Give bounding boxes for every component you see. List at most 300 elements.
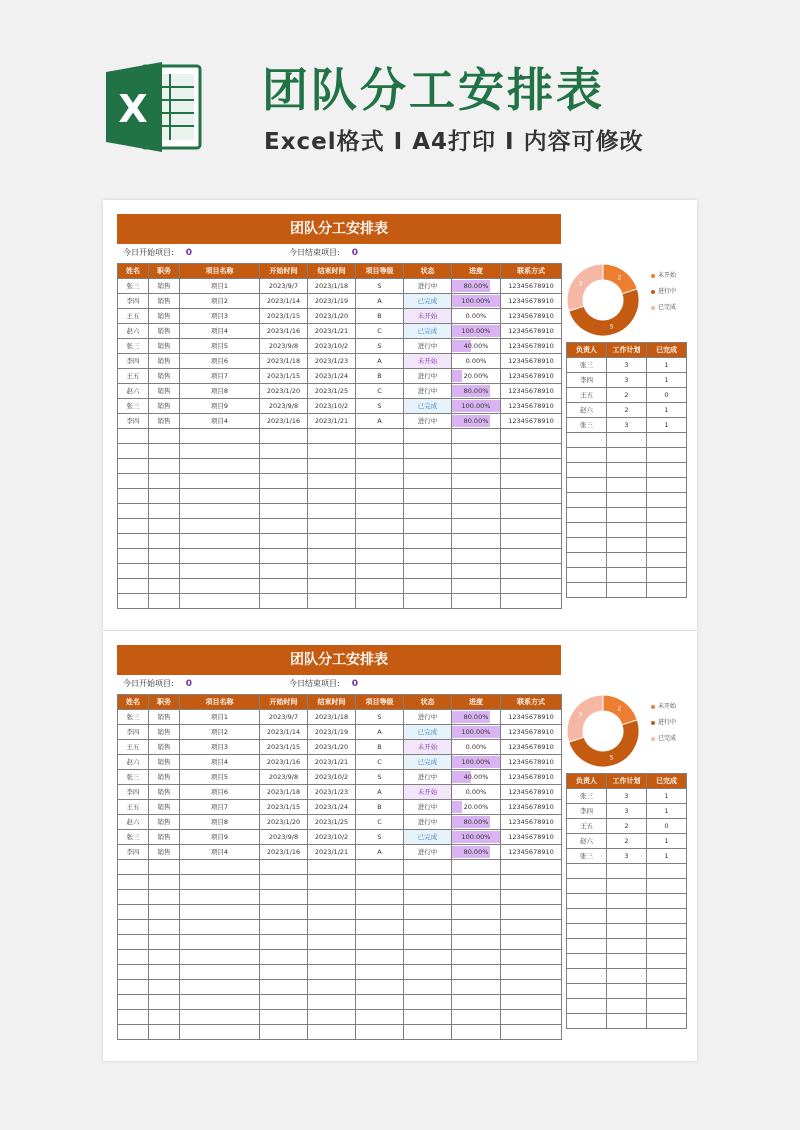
- summary-cell-plan: 3: [607, 849, 647, 864]
- legend-dot-icon: [651, 274, 655, 278]
- cell-name: 赵六: [118, 815, 149, 830]
- empty-cell: [404, 444, 452, 459]
- column-header: 姓名: [118, 264, 149, 279]
- cell-name: 张三: [118, 830, 149, 845]
- empty-cell: [149, 1010, 180, 1025]
- empty-cell: [118, 489, 149, 504]
- summary-cell-done: 1: [647, 849, 687, 864]
- cell-start: 2023/1/20: [260, 815, 308, 830]
- empty-cell: [308, 1010, 356, 1025]
- empty-cell: [607, 999, 647, 1014]
- empty-cell: [118, 549, 149, 564]
- today-end-value: 0: [351, 679, 358, 689]
- cell-name: 李四: [118, 414, 149, 429]
- empty-cell: [118, 444, 149, 459]
- empty-cell: [607, 463, 647, 478]
- empty-cell: [118, 905, 149, 920]
- progress-value: 80.00%: [463, 713, 489, 721]
- empty-cell: [356, 564, 404, 579]
- empty-cell: [308, 980, 356, 995]
- empty-cell: [260, 980, 308, 995]
- table-row: [118, 815, 562, 830]
- empty-cell: [260, 950, 308, 965]
- progress-value: 100.00%: [461, 297, 491, 305]
- cell-role: 销售: [149, 294, 180, 309]
- cell-end: 2023/10/2: [308, 339, 356, 354]
- empty-cell: [308, 935, 356, 950]
- status-cell: 进行中: [404, 710, 452, 725]
- summary-row: [567, 403, 687, 418]
- summary-row: [567, 388, 687, 403]
- empty-cell: [356, 920, 404, 935]
- empty-cell: [567, 523, 607, 538]
- summary-column-header: 负责人: [567, 343, 607, 358]
- cell-phone: 12345678910: [501, 740, 562, 755]
- empty-cell: [607, 493, 647, 508]
- empty-cell: [647, 954, 687, 969]
- empty-cell: [404, 489, 452, 504]
- cell-end: 2023/1/25: [308, 384, 356, 399]
- today-end-label: 今日结束项目: 0: [289, 679, 358, 689]
- empty-cell: [404, 564, 452, 579]
- empty-cell: [149, 980, 180, 995]
- empty-cell: [607, 954, 647, 969]
- cell-phone: 12345678910: [501, 399, 562, 414]
- cell-phone: 12345678910: [501, 815, 562, 830]
- empty-cell: [149, 860, 180, 875]
- progress-value: 100.00%: [461, 833, 491, 841]
- progress-cell: [452, 830, 501, 845]
- cell-end: 2023/1/24: [308, 800, 356, 815]
- summary-cell-done: 1: [647, 789, 687, 804]
- legend-label: 未开始: [658, 272, 677, 279]
- empty-cell: [180, 950, 260, 965]
- empty-cell: [567, 1014, 607, 1029]
- empty-row: [118, 995, 562, 1010]
- task-table: [117, 263, 562, 609]
- empty-cell: [149, 875, 180, 890]
- cell-start: 2023/1/16: [260, 755, 308, 770]
- empty-cell: [149, 579, 180, 594]
- donut-slice: [567, 695, 603, 742]
- empty-row: [118, 549, 562, 564]
- sheet-banner: 团队分工安排表: [117, 645, 561, 675]
- summary-empty-row: [567, 909, 687, 924]
- empty-cell: [501, 579, 562, 594]
- cell-level: A: [356, 845, 404, 860]
- status-cell: 进行中: [404, 770, 452, 785]
- empty-cell: [260, 489, 308, 504]
- empty-cell: [647, 999, 687, 1014]
- logo-letter: X: [118, 87, 148, 131]
- empty-cell: [260, 905, 308, 920]
- cell-name: 张三: [118, 710, 149, 725]
- summary-empty-row: [567, 463, 687, 478]
- column-header: 结束时间: [308, 264, 356, 279]
- summary-empty-row: [567, 448, 687, 463]
- empty-cell: [356, 875, 404, 890]
- empty-cell: [567, 568, 607, 583]
- cell-level: A: [356, 785, 404, 800]
- summary-row: [567, 373, 687, 388]
- empty-cell: [501, 504, 562, 519]
- cell-project: 项目4: [180, 414, 260, 429]
- progress-bar: [452, 801, 462, 813]
- empty-cell: [607, 984, 647, 999]
- empty-cell: [149, 459, 180, 474]
- empty-cell: [180, 519, 260, 534]
- empty-cell: [118, 474, 149, 489]
- empty-cell: [356, 474, 404, 489]
- summary-cell-owner: 张三: [567, 849, 607, 864]
- today-end-label: 今日结束项目: 0: [289, 248, 358, 258]
- empty-cell: [567, 909, 607, 924]
- empty-cell: [567, 894, 607, 909]
- empty-cell: [149, 489, 180, 504]
- empty-cell: [404, 579, 452, 594]
- column-header: 联系方式: [501, 264, 562, 279]
- table-row: [118, 369, 562, 384]
- cell-role: 销售: [149, 770, 180, 785]
- table-row: [118, 770, 562, 785]
- cell-name: 王五: [118, 369, 149, 384]
- cell-phone: 12345678910: [501, 785, 562, 800]
- empty-cell: [260, 534, 308, 549]
- summary-row: [567, 804, 687, 819]
- empty-cell: [607, 864, 647, 879]
- cell-role: 销售: [149, 399, 180, 414]
- empty-cell: [356, 890, 404, 905]
- empty-cell: [647, 523, 687, 538]
- empty-cell: [149, 935, 180, 950]
- empty-cell: [647, 864, 687, 879]
- progress-cell: [452, 324, 501, 339]
- empty-cell: [607, 508, 647, 523]
- progress-value: 100.00%: [461, 327, 491, 335]
- legend-item: [651, 699, 676, 715]
- status-cell: 进行中: [404, 384, 452, 399]
- empty-cell: [118, 950, 149, 965]
- summary-column-header: 负责人: [567, 774, 607, 789]
- cell-project: 项目8: [180, 815, 260, 830]
- summary-column-header: 工作计划: [607, 774, 647, 789]
- cell-phone: 12345678910: [501, 830, 562, 845]
- donut-slice: [567, 264, 603, 311]
- empty-cell: [501, 860, 562, 875]
- summary-row: [567, 819, 687, 834]
- table-row: [118, 354, 562, 369]
- progress-cell: [452, 845, 501, 860]
- empty-row: [118, 1025, 562, 1040]
- empty-cell: [356, 579, 404, 594]
- empty-cell: [647, 508, 687, 523]
- summary-cell-owner: 张三: [567, 418, 607, 433]
- cell-role: 销售: [149, 414, 180, 429]
- empty-cell: [308, 519, 356, 534]
- cell-start: 2023/1/15: [260, 309, 308, 324]
- cell-role: 销售: [149, 800, 180, 815]
- sheet-banner: 团队分工安排表: [117, 214, 561, 244]
- cell-phone: 12345678910: [501, 309, 562, 324]
- donut-data-label: 5: [609, 754, 614, 762]
- empty-cell: [308, 860, 356, 875]
- cell-project: 项目7: [180, 369, 260, 384]
- empty-cell: [356, 459, 404, 474]
- donut-legend: [651, 699, 676, 747]
- summary-empty-row: [567, 478, 687, 493]
- status-cell: 已完成: [404, 830, 452, 845]
- status-cell: 已完成: [404, 755, 452, 770]
- column-header: 项目名称: [180, 695, 260, 710]
- progress-value: 0.00%: [465, 788, 487, 796]
- progress-cell: [452, 710, 501, 725]
- progress-cell: [452, 725, 501, 740]
- table-row: [118, 800, 562, 815]
- cell-project: 项目9: [180, 830, 260, 845]
- empty-cell: [308, 875, 356, 890]
- summary-cell-plan: 2: [607, 834, 647, 849]
- cell-start: 2023/1/16: [260, 845, 308, 860]
- cell-phone: 12345678910: [501, 324, 562, 339]
- summary-empty-row: [567, 864, 687, 879]
- progress-cell: [452, 339, 501, 354]
- empty-cell: [356, 905, 404, 920]
- empty-cell: [607, 969, 647, 984]
- column-header: 职务: [149, 264, 180, 279]
- empty-cell: [567, 538, 607, 553]
- cell-level: B: [356, 800, 404, 815]
- cell-name: 赵六: [118, 384, 149, 399]
- status-donut-chart: [563, 260, 643, 340]
- empty-cell: [308, 594, 356, 609]
- empty-cell: [452, 504, 501, 519]
- empty-row: [118, 444, 562, 459]
- status-cell: 未开始: [404, 309, 452, 324]
- summary-cell-done: 0: [647, 388, 687, 403]
- empty-cell: [501, 519, 562, 534]
- summary-empty-row: [567, 493, 687, 508]
- cell-end: 2023/1/21: [308, 755, 356, 770]
- empty-cell: [149, 920, 180, 935]
- column-header: 姓名: [118, 695, 149, 710]
- empty-cell: [118, 519, 149, 534]
- summary-column-header: 工作计划: [607, 343, 647, 358]
- empty-row: [118, 1010, 562, 1025]
- cell-project: 项目5: [180, 770, 260, 785]
- page-subtitle: Excel格式 I A4打印 I 内容可修改: [264, 129, 644, 155]
- cell-start: 2023/9/8: [260, 399, 308, 414]
- cell-role: 销售: [149, 740, 180, 755]
- cell-start: 2023/1/16: [260, 324, 308, 339]
- today-start-value: 0: [185, 248, 192, 258]
- empty-cell: [180, 920, 260, 935]
- cell-start: 2023/1/18: [260, 785, 308, 800]
- empty-cell: [567, 463, 607, 478]
- empty-cell: [180, 549, 260, 564]
- empty-cell: [260, 935, 308, 950]
- progress-value: 80.00%: [463, 818, 489, 826]
- empty-row: [118, 459, 562, 474]
- empty-cell: [260, 474, 308, 489]
- cell-name: 张三: [118, 339, 149, 354]
- empty-cell: [567, 879, 607, 894]
- empty-cell: [260, 549, 308, 564]
- empty-cell: [404, 980, 452, 995]
- progress-cell: [452, 815, 501, 830]
- empty-cell: [118, 579, 149, 594]
- empty-cell: [260, 875, 308, 890]
- summary-cell-done: 1: [647, 358, 687, 373]
- empty-cell: [356, 489, 404, 504]
- empty-cell: [501, 549, 562, 564]
- progress-cell: [452, 770, 501, 785]
- empty-cell: [180, 594, 260, 609]
- empty-row: [118, 579, 562, 594]
- summary-empty-row: [567, 954, 687, 969]
- empty-cell: [180, 1025, 260, 1040]
- empty-cell: [501, 920, 562, 935]
- empty-cell: [404, 1025, 452, 1040]
- empty-cell: [308, 564, 356, 579]
- empty-cell: [501, 564, 562, 579]
- empty-cell: [452, 920, 501, 935]
- cell-project: 项目7: [180, 800, 260, 815]
- summary-cell-done: 1: [647, 418, 687, 433]
- cell-role: 销售: [149, 369, 180, 384]
- empty-cell: [308, 1025, 356, 1040]
- empty-cell: [149, 890, 180, 905]
- empty-cell: [452, 935, 501, 950]
- empty-cell: [308, 965, 356, 980]
- legend-label: 未开始: [658, 703, 677, 710]
- summary-cell-plan: 3: [607, 804, 647, 819]
- empty-cell: [149, 429, 180, 444]
- empty-cell: [647, 433, 687, 448]
- status-cell: 未开始: [404, 354, 452, 369]
- empty-cell: [149, 905, 180, 920]
- progress-cell: [452, 384, 501, 399]
- summary-cell-owner: 赵六: [567, 834, 607, 849]
- cell-phone: 12345678910: [501, 800, 562, 815]
- empty-cell: [180, 474, 260, 489]
- status-cell: 未开始: [404, 785, 452, 800]
- progress-cell: [452, 740, 501, 755]
- status-cell: 未开始: [404, 740, 452, 755]
- empty-cell: [647, 478, 687, 493]
- page-title: 团队分工安排表: [262, 63, 605, 117]
- empty-cell: [356, 504, 404, 519]
- empty-cell: [308, 444, 356, 459]
- today-start-value: 0: [185, 679, 192, 689]
- empty-cell: [607, 939, 647, 954]
- empty-cell: [260, 594, 308, 609]
- empty-cell: [356, 1025, 404, 1040]
- empty-cell: [118, 594, 149, 609]
- progress-value: 80.00%: [463, 848, 489, 856]
- empty-row: [118, 429, 562, 444]
- cell-start: 2023/9/8: [260, 830, 308, 845]
- empty-cell: [567, 924, 607, 939]
- table-row: [118, 324, 562, 339]
- empty-cell: [567, 553, 607, 568]
- donut-data-label: 2: [617, 274, 622, 282]
- legend-item: [651, 284, 676, 300]
- empty-cell: [404, 935, 452, 950]
- cell-name: 赵六: [118, 324, 149, 339]
- table-row: [118, 725, 562, 740]
- empty-cell: [118, 564, 149, 579]
- empty-cell: [149, 444, 180, 459]
- column-header: 联系方式: [501, 695, 562, 710]
- progress-cell: [452, 399, 501, 414]
- cell-start: 2023/1/15: [260, 800, 308, 815]
- cell-name: 李四: [118, 294, 149, 309]
- empty-cell: [607, 909, 647, 924]
- cell-level: C: [356, 324, 404, 339]
- cell-phone: 12345678910: [501, 770, 562, 785]
- empty-cell: [501, 875, 562, 890]
- summary-cell-plan: 3: [607, 789, 647, 804]
- excel-logo-icon: [104, 58, 202, 156]
- empty-cell: [149, 965, 180, 980]
- summary-cell-owner: 李四: [567, 373, 607, 388]
- cell-name: 赵六: [118, 755, 149, 770]
- cell-level: S: [356, 770, 404, 785]
- column-header: 项目名称: [180, 264, 260, 279]
- progress-cell: [452, 369, 501, 384]
- empty-cell: [452, 1010, 501, 1025]
- column-header: 状态: [404, 695, 452, 710]
- empty-cell: [356, 980, 404, 995]
- progress-cell: [452, 294, 501, 309]
- table-row: [118, 399, 562, 414]
- table-row: [118, 785, 562, 800]
- cell-level: C: [356, 384, 404, 399]
- empty-cell: [452, 890, 501, 905]
- empty-row: [118, 489, 562, 504]
- summary-cell-owner: 王五: [567, 819, 607, 834]
- empty-cell: [501, 444, 562, 459]
- legend-dot-icon: [651, 737, 655, 741]
- empty-cell: [404, 519, 452, 534]
- empty-cell: [607, 538, 647, 553]
- empty-cell: [149, 950, 180, 965]
- progress-value: 20.00%: [463, 803, 489, 811]
- empty-cell: [647, 924, 687, 939]
- cell-start: 2023/1/15: [260, 369, 308, 384]
- cell-start: 2023/1/15: [260, 740, 308, 755]
- empty-cell: [260, 890, 308, 905]
- empty-cell: [404, 860, 452, 875]
- empty-row: [118, 534, 562, 549]
- table-row: [118, 845, 562, 860]
- empty-cell: [149, 549, 180, 564]
- cell-role: 销售: [149, 339, 180, 354]
- empty-cell: [118, 935, 149, 950]
- summary-column-header: 已完成: [647, 343, 687, 358]
- empty-cell: [356, 519, 404, 534]
- donut-data-label: 3: [578, 280, 583, 288]
- empty-cell: [501, 429, 562, 444]
- cell-name: 张三: [118, 399, 149, 414]
- cell-start: 2023/9/7: [260, 710, 308, 725]
- empty-row: [118, 965, 562, 980]
- empty-row: [118, 504, 562, 519]
- summary-empty-row: [567, 538, 687, 553]
- summary-row: [567, 789, 687, 804]
- cell-phone: 12345678910: [501, 339, 562, 354]
- empty-cell: [567, 583, 607, 598]
